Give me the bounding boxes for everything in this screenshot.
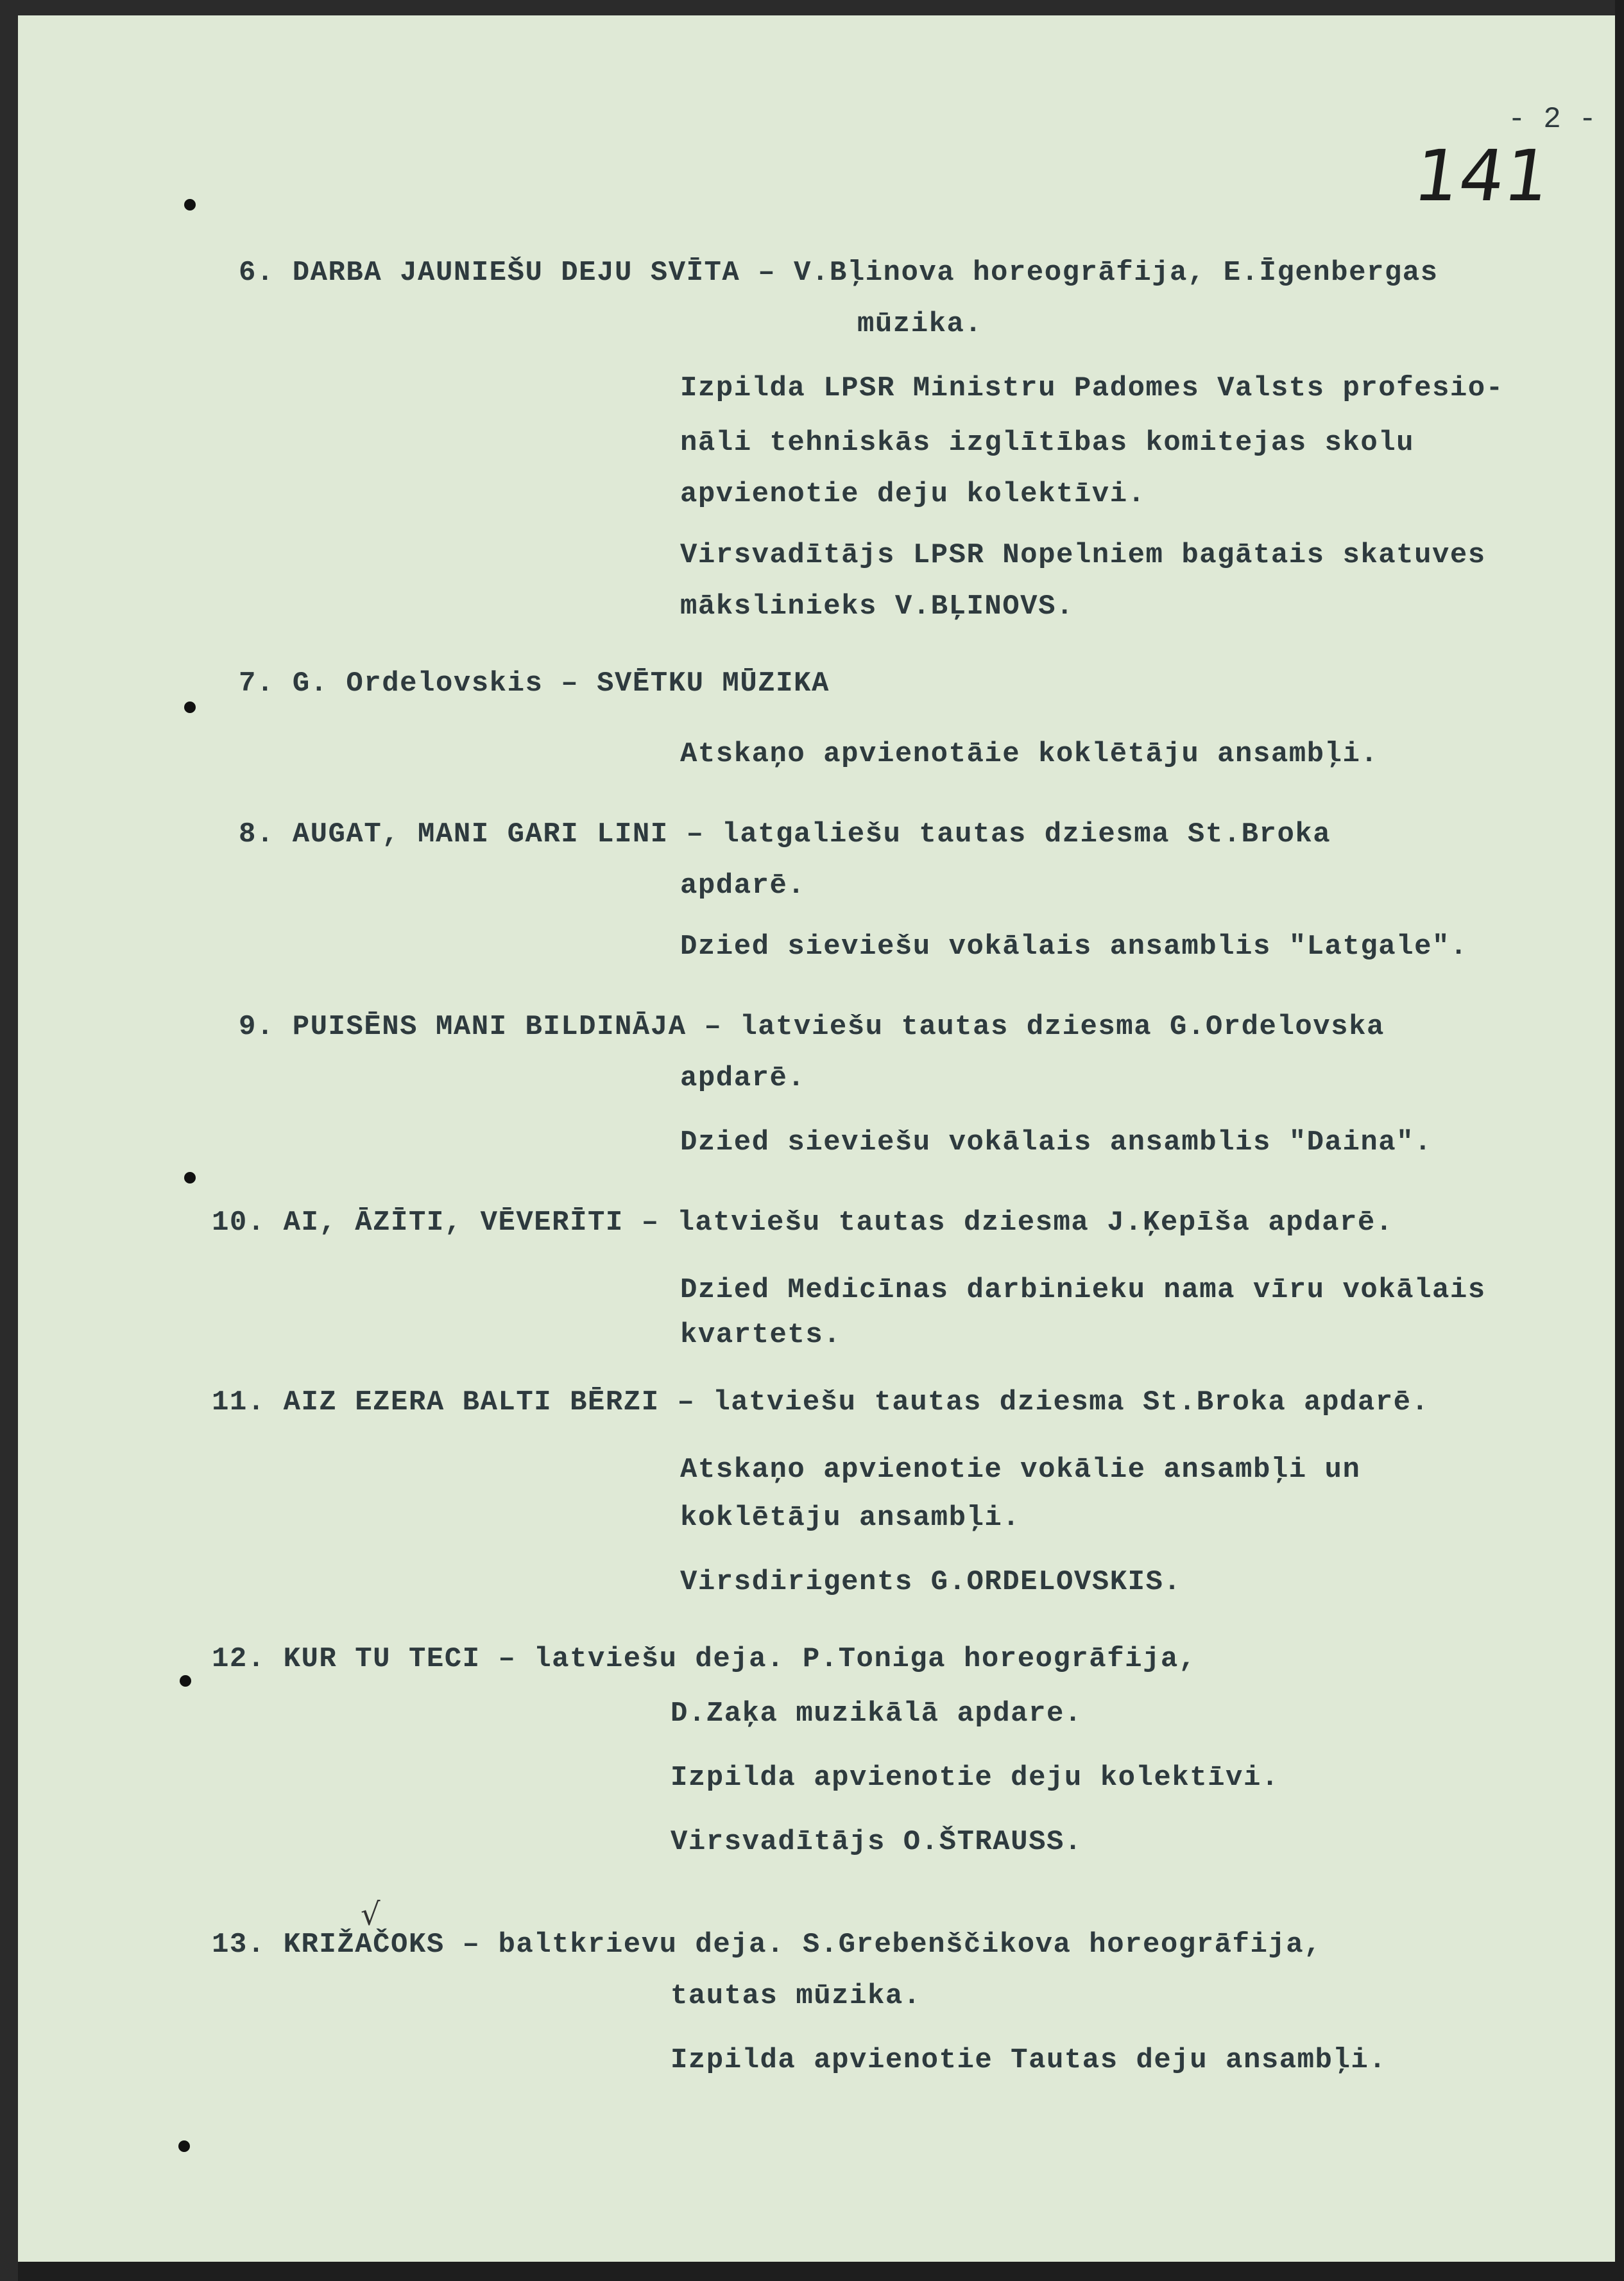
item-6-title-cont: mūzika.	[857, 308, 983, 340]
punch-hole-icon	[180, 1675, 191, 1687]
item-6-title: 6. DARBA JAUNIEŠU DEJU SVĪTA – V.Bļinova horeogrāfija, E.Īgenbergas	[239, 257, 1439, 289]
punch-hole-icon	[184, 199, 196, 211]
item-9-title: 9. PUISĒNS MANI BILDINĀJA – latviešu tautas dziesma G.Ordelovska	[239, 1011, 1385, 1043]
item-9-performer: Dzied sieviešu vokālais ansamblis "Daina".	[680, 1126, 1432, 1158]
item-7-title: 7. G. Ordelovskis – SVĒTKU MŪZIKA	[239, 667, 830, 700]
item-12-title: 12. KUR TU TECI – latviešu deja. P.Toniga horeogrāfija,	[212, 1643, 1197, 1675]
item-6-performer-cont: apvienotie deju kolektīvi.	[680, 478, 1146, 510]
item-11-title: 11. AIZ EZERA BALTI BĒRZI – latviešu tautas dziesma St.Broka apdarē.	[212, 1386, 1430, 1418]
item-10-performer: Dzied Medicīnas darbinieku nama vīru vokālais	[680, 1274, 1486, 1306]
scan-border-top	[0, 0, 1624, 15]
folio-number: 141	[1409, 135, 1555, 217]
item-6-performer-cont: nāli tehniskās izglītības komitejas skolu	[680, 427, 1415, 459]
item-12-director: Virsvadītājs O.ŠTRAUSS.	[671, 1826, 1082, 1858]
item-6-director: Virsvadītājs LPSR Nopelniem bagātais skatuves	[680, 539, 1486, 571]
scan-border-right	[1615, 0, 1624, 2281]
scan-border-bottom	[0, 2262, 1624, 2281]
item-6-director-cont: mākslinieks V.BĻINOVS.	[680, 590, 1074, 623]
item-13-title-cont: tautas mūzika.	[671, 1980, 921, 2012]
item-11-performer-cont: koklētāju ansambļi.	[680, 1502, 1021, 1534]
check-mark-icon: √	[361, 1897, 380, 1932]
punch-hole-icon	[184, 702, 196, 713]
item-8-title-cont: apdarē.	[680, 870, 806, 902]
item-11-conductor: Virsdirigents G.ORDELOVSKIS.	[680, 1566, 1182, 1598]
item-6-performer: Izpilda LPSR Ministru Padomes Valsts profesio-	[680, 372, 1504, 404]
item-13-title: 13. KRIŽAČOKS – baltkrievu deja. S.Grebenščikova horeogrāfija,	[212, 1929, 1322, 1961]
punch-hole-icon	[178, 2140, 190, 2152]
item-10-title: 10. AI, ĀZĪTI, VĒVERĪTI – latviešu tautas dziesma J.Ķepīša apdarē.	[212, 1207, 1394, 1239]
item-13-performer: Izpilda apvienotie Tautas deju ansambļi.	[671, 2044, 1387, 2076]
item-12-title-cont: D.Zaķa muzikālā apdare.	[671, 1698, 1082, 1730]
page-number: - 2 -	[1508, 103, 1597, 136]
item-7-performer: Atskaņo apvienotāie koklētāju ansambļi.	[680, 738, 1379, 770]
punch-hole-icon	[184, 1172, 196, 1184]
item-12-performer: Izpilda apvienotie deju kolektīvi.	[671, 1762, 1279, 1794]
item-8-title: 8. AUGAT, MANI GARI LINI – latgaliešu tautas dziesma St.Broka	[239, 818, 1331, 850]
item-11-performer: Atskaņo apvienotie vokālie ansambļi un	[680, 1454, 1361, 1486]
item-9-title-cont: apdarē.	[680, 1062, 806, 1094]
scan-border-left	[0, 0, 18, 2281]
item-10-performer-cont: kvartets.	[680, 1319, 842, 1351]
item-8-performer: Dzied sieviešu vokālais ansamblis "Latgale".	[680, 931, 1468, 963]
